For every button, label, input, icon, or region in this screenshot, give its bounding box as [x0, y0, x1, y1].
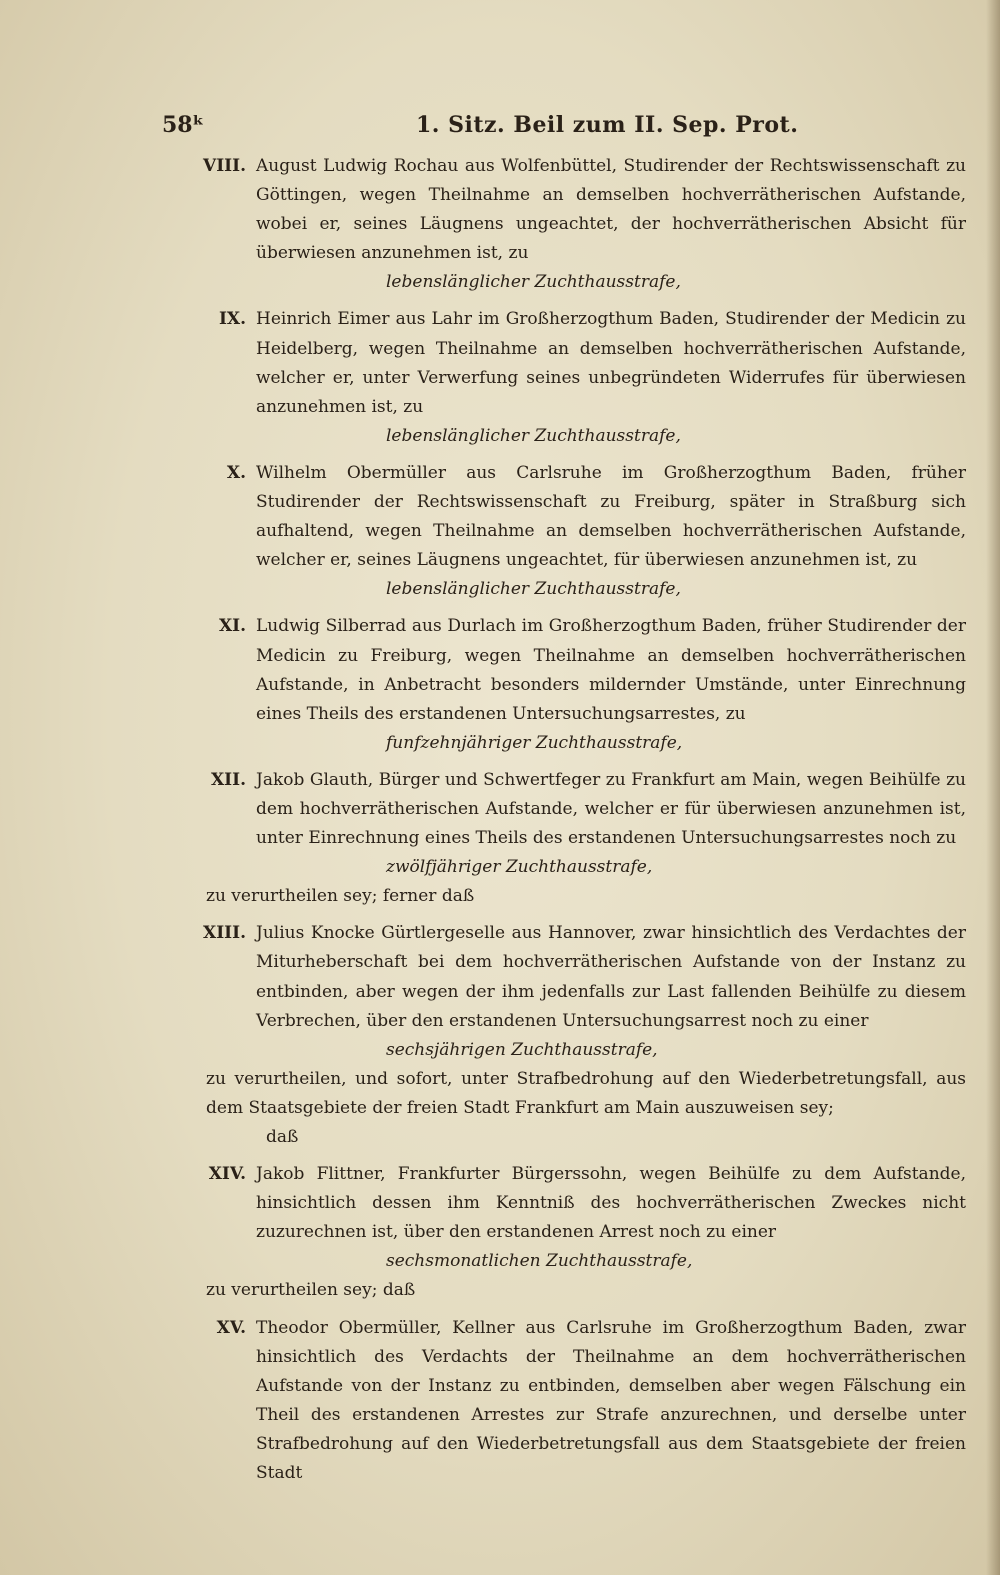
connecting-text: daß — [266, 1127, 299, 1147]
entry-text: August Ludwig Rochau aus Wolfenbüttel, Studirender der Rechtswissenschaft zu Göttingen, wegen Theilnahme an demselben hochverrätherischen Aufstande, wobei er, seines Läugnens ungeachtet, der hochverrätherischen Absicht für überwiesen anzunehmen ist, zu — [256, 156, 966, 264]
page-edge-shadow — [986, 0, 1000, 1575]
entry-xi — [196, 612, 966, 757]
page-number: 58ᵏ — [162, 112, 205, 138]
entry-text: Jakob Flittner, Frankfurter Bürgerssohn, wegen Beihülfe zu dem Aufstande, hinsichtlich dessen ihm Kenntniß des hochverrätherischen Zweckes nicht zuzurechnen ist, über den erstandenen Arrest noch zu einer — [256, 1164, 966, 1243]
entry-text: Julius Knocke Gürtlergeselle aus Hannover, zwar hinsichtlich des Verdachtes der Miturheberschaft bei dem hochverrätherischen Aufstande von der Instanz zu entbinden, aber wegen der ihm jedenfalls zur Last fallenden Beihülfe zu diesem Verbrechen, über den erstandenen Untersuchungsarrest noch zu einer — [256, 923, 966, 1031]
entry-xv — [196, 1314, 966, 1489]
entry-number: X. — [226, 462, 246, 483]
entry-number: XIV. — [208, 1164, 246, 1185]
entry-sentence: lebenslänglicher Zuchthausstrafe, — [386, 579, 681, 600]
entry-sentence: sechsmonatlichen Zuchthausstrafe, — [386, 1251, 693, 1272]
connecting-text: zu verurtheilen sey; daß — [206, 1280, 416, 1301]
entry-sentence: lebenslänglicher Zuchthausstrafe, — [386, 272, 681, 293]
entry-number: XV. — [216, 1317, 246, 1338]
entry-text: Ludwig Silberrad aus Durlach im Großherzogthum Baden, früher Studirender der Medicin zu Freiburg, wegen Theilnahme an demselben hochverrätherischen Aufstande, in Anbetracht besonders mildernder Umstände, unter Einrechnung eines Theils des erstandenen Untersuchungsarrestes, zu — [256, 616, 966, 724]
entry-number: VIII. — [203, 156, 246, 176]
entry-ix — [196, 305, 966, 450]
entry-text: Wilhelm Obermüller aus Carlsruhe im Großherzogthum Baden, früher Studirender der Rechtswissenschaft zu Freiburg, später in Straßburg sich aufhaltend, wegen Theilnahme an demselben hochverrätherischen Aufstande, welcher er, seines Läugnens ungeachtet, für überwiesen anzunehmen ist, zu — [256, 462, 966, 571]
entry-sentence: sechsjährigen Zuchthausstrafe, — [386, 1039, 658, 1060]
entry-number: XIII. — [203, 923, 246, 944]
entry-number: XII. — [210, 769, 246, 790]
entry-sentence: zwölfjähriger Zuchthausstrafe, — [386, 857, 653, 878]
page-header — [162, 112, 962, 142]
entry-text: Jakob Glauth, Bürger und Schwertfeger zu Frankfurt am Main, wegen Beihülfe zu dem hochverrätherischen Aufstande, welcher er für überwiesen anzunehmen ist, unter Einrechnung eines Theils des erstandenen Untersuchungsarrestes noch zu — [256, 769, 966, 849]
entry-text: Theodor Obermüller, Kellner aus Carlsruhe im Großherzogthum Baden, zwar hinsichtlich des Verdachts der Theilnahme an dem hochverrätherischen Aufstande von der Instanz zu entbinden, demselben aber wegen Fälschung ein Theil des erstandenen Arrestes zur Strafe anzurechnen, und derselbe unter Strafbedrohung auf den Wiederbetretungsfall aus dem Staatsgebiete der freien Stadt — [256, 1317, 966, 1484]
entry-sentence: funfzehnjähriger Zuchthausstrafe, — [386, 732, 683, 753]
connecting-text: zu verurtheilen sey; ferner daß — [206, 886, 475, 907]
body-text — [196, 152, 966, 1488]
entry-number: IX. — [218, 309, 246, 330]
entry-number: XI. — [218, 616, 246, 637]
running-head: 1. Sitz. Beil zum II. Sep. Prot. — [416, 112, 799, 138]
entry-xii — [196, 766, 966, 882]
entry-xiii — [196, 919, 966, 1064]
entry-xiv — [196, 1160, 966, 1276]
connecting-text: zu verurtheilen, und sofort, unter Strafbedrohung auf den Wiederbetretungsfall, aus dem Staatsgebiete der freien Stadt Frankfurt am Main auszuweisen sey; — [206, 1068, 966, 1118]
entry-sentence: lebenslänglicher Zuchthausstrafe, — [386, 425, 681, 446]
entry-x — [196, 459, 966, 604]
entry-text: Heinrich Eimer aus Lahr im Großherzogthum Baden, Studirender der Medicin zu Heidelberg, wegen Theilnahme an demselben hochverrätherischen Aufstande, welcher er, unter Verwerfung seines unbegründeten Widerrufes für überwiesen anzunehmen ist, zu — [256, 309, 966, 417]
entry-viii — [196, 152, 966, 297]
